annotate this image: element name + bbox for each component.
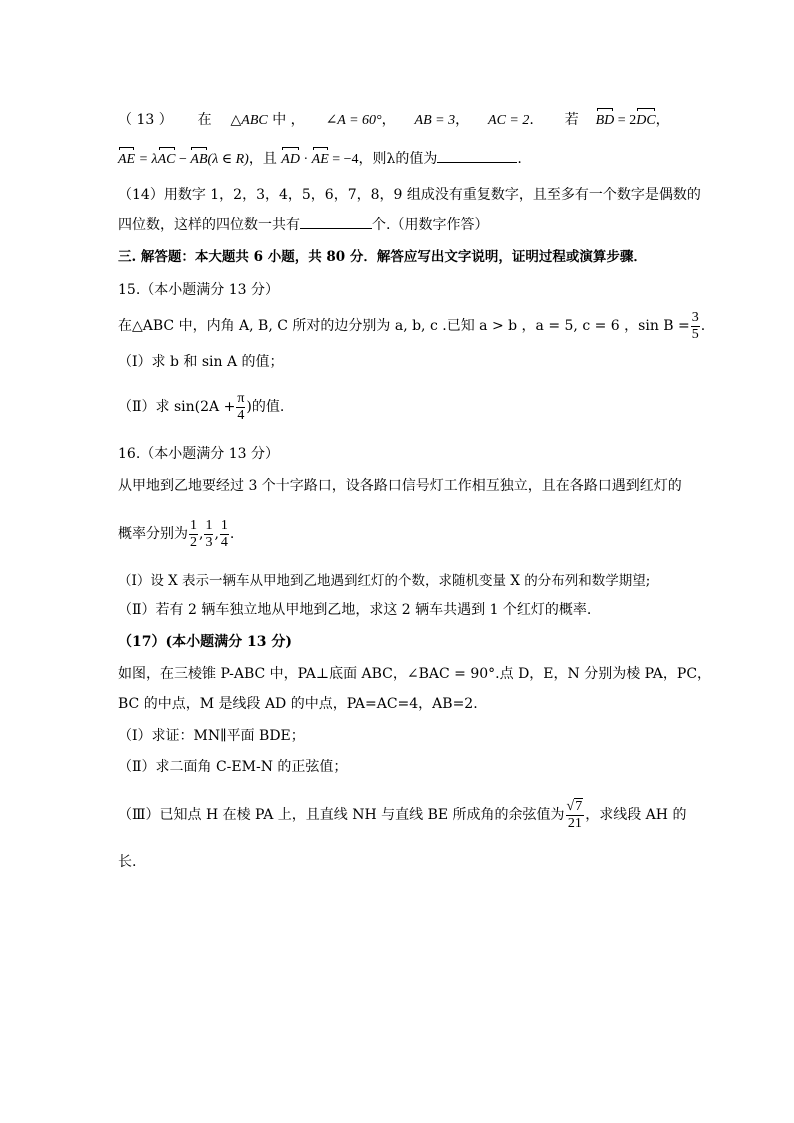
q17-part3-text: （Ⅲ）已知点 H 在棱 PA 上，且直线 NH 与直线 BE 所成角的余弦值为 [118,807,565,823]
q13-comma: ， [455,112,470,128]
q16-line-2 [118,512,234,556]
q17-part-3 [118,792,686,838]
q15-fraction: $\frac{3}{5}$ [691,309,699,342]
q13-text: 若 [564,112,579,128]
q16-fraction-3: $\frac{1}{4}$ [220,517,228,550]
q13-text: ，且 [248,151,277,167]
q13-answer-blank[interactable] [437,148,517,163]
q15-stem [118,306,705,346]
q13-line-1 [118,110,670,131]
q17-part-1: （Ⅰ）求证：MN∥平面 BDE； [118,728,305,744]
q13-line-2 [118,148,522,170]
q13-dot-product: · [299,152,312,167]
q13-eq: = −4 [328,152,359,167]
q15-stem-text: 在△ABC 中，内角 A, B, C 所对的边分别为 a, b, c .已知 a > b ，a = 5, c = 6 ，sin B = [118,318,690,334]
q13-condition: (λ ∈ R) [207,152,249,167]
q13-triangle: △ABC [230,113,268,128]
q16-part-2: （Ⅱ）若有 2 辆车独立地从甲地到乙地，求这 2 辆车共遇到 1 个红灯的概率. [118,602,592,618]
q13-ab: AB = 3 [414,113,456,128]
q15-pi-fraction: $\frac{\pi}{4}$ [237,390,245,423]
q13-eq: = 2 [614,113,637,128]
vector-ae: AE [312,150,329,170]
section-3-heading: 三. 解答题：本大题共 6 小题，共 80 分．解答应写出文字说明，证明过程或演算步骤． [118,249,647,265]
vector-dc: DC [636,111,655,131]
q13-text: 中 ， [272,112,305,128]
q17-part3-text: ，求线段 AH 的 [585,807,687,823]
q13-angle: ∠A = 60° [325,113,382,128]
q15-part-1: （Ⅰ）求 b 和 sin A 的值； [118,354,284,370]
q13-comma: ， [655,112,670,128]
q14-text: 个.（用数字作答） [372,217,489,233]
q16-text: 概率分别为 [118,526,188,542]
q16-part-1: （Ⅰ）设 X 表示一辆车从甲地到乙地遇到红灯的个数，求随机变量 X 的分布列和数学期望; [118,573,651,589]
q14-answer-blank[interactable] [300,214,372,229]
q13-minus: − [175,152,191,167]
q16-comma: , [199,526,204,542]
q17-last-line: 长. [118,854,137,870]
q15-part2-text: )的值. [246,399,285,415]
q13-comma: ， [381,112,396,128]
vector-bd: BD [596,111,615,131]
q16-fraction-1: $\frac{1}{2}$ [190,517,197,550]
q16-end: . [229,526,235,542]
q15-part2-text: （Ⅱ）求 sin(2A + [118,399,236,415]
vector-ad: AD [281,150,300,170]
q16-fraction-2: $\frac{1}{3}$ [205,517,213,550]
q17-line-1: 如图，在三棱锥 P-ABC 中，PA⊥底面 ABC，∠BAC = 90°.点 D，E，N 分别为棱 PA，PC， [118,666,712,682]
q13-ac: AC = 2 [488,113,530,128]
q16-heading: 16.（本小题满分 13 分） [118,446,279,462]
vector-ae: AE [118,150,135,170]
q17-line-2: BC 的中点，M 是线段 AD 的中点，PA=AC=4，AB=2. [118,696,478,712]
q17-part-2: （Ⅱ）求二面角 C-EM-N 的正弦值； [118,759,348,775]
q16-comma: , [214,526,219,542]
q15-stem-end: . [700,318,706,334]
q14-text: 四位数，这样的四位数一共有 [118,217,300,233]
q15-heading: 15.（本小题满分 13 分） [118,282,279,298]
q16-line-1: 从甲地到乙地要经过 3 个十字路口，设各路口信号灯工作相互独立，且在各路口遇到红灯的 [118,478,682,494]
q13-text: 在 [197,112,212,128]
q17-heading: （17）(本小题满分 13 分) [118,634,292,650]
vector-ab: AB [190,150,207,170]
q13-dot: . [529,112,534,128]
q14-line-2 [118,214,488,235]
q13-eq: = λ [135,152,158,167]
vector-ac: AC [158,150,176,170]
q15-part-2 [118,387,284,427]
q17-sqrt-fraction: $\frac{√7}{21}$ [566,798,583,831]
q13-end: . [517,151,522,167]
q13-ask: ，则λ的值为 [358,151,438,167]
q13-label: （ 13 ） [118,112,173,128]
q14-line-1: （14）用数字 1，2，3，4，5，6，7，8，9 组成没有重复数字，且至多有一个数字是偶数的 [118,187,701,203]
